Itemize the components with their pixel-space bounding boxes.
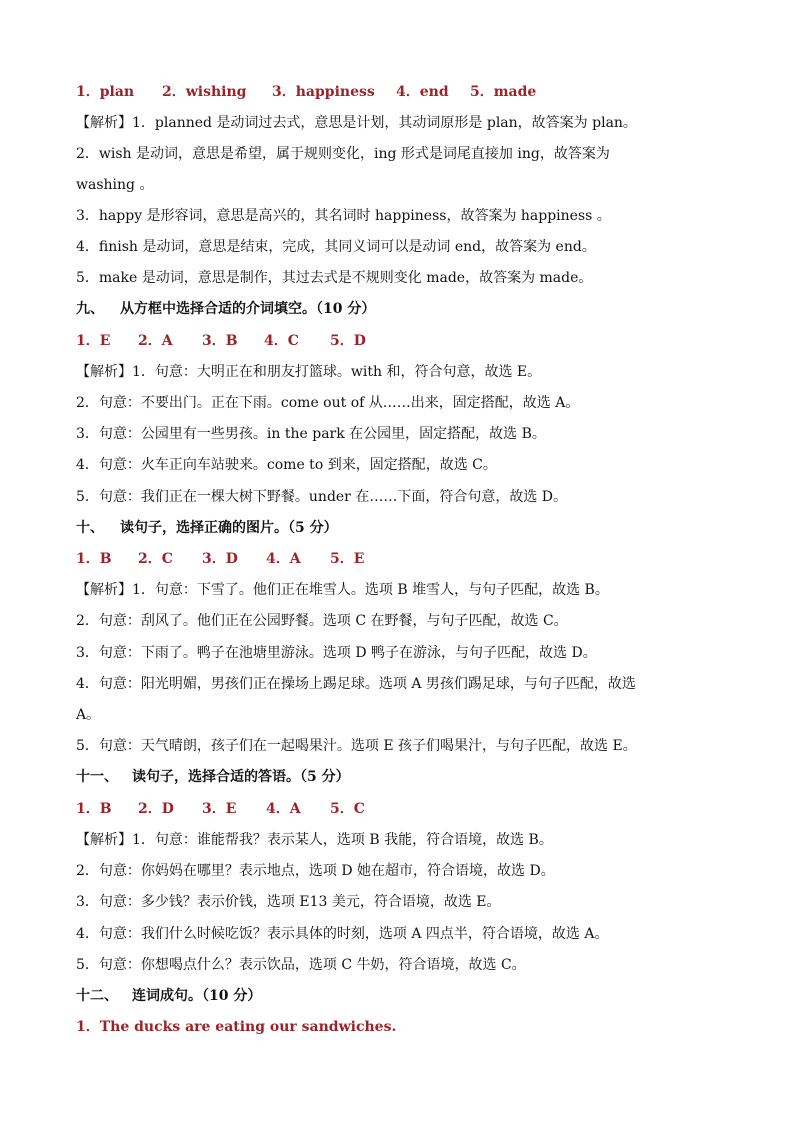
answer-item: 3．B [202, 333, 238, 349]
explanation-line: 2．句意：不要出门。正在下雨。come out of 从……出来，固定搭配，故选 A。 [76, 395, 580, 411]
answer-item: 5．C [330, 801, 365, 817]
section-heading-9 [76, 299, 718, 319]
explanation-line: 5．句意：你想喝点什么？表示饮品，选项 C 牛奶，符合语境，故选 C。 [76, 957, 526, 973]
explanation-line: 4．句意：我们什么时候吃饭？表示具体的时刻，选项 A 四点半，符合语境，故选 A。 [76, 926, 609, 942]
section-title: 读句子，选择合适的答语。（5 分） [132, 769, 350, 785]
answer-row-11 [76, 799, 718, 819]
section-number: 十二、 [76, 988, 118, 1004]
answer-item: 1．B [76, 551, 112, 567]
answer-item: 2．wishing [162, 84, 247, 100]
answer-item: 5．D [330, 333, 366, 349]
explanation-line: 3．happy 是形容词，意思是高兴的，其名词时 happiness，故答案为 happiness 。 [76, 208, 611, 224]
explanation-line: 3．句意：公园里有一些男孩。in the park 在公园里，固定搭配，故选 B。 [76, 426, 546, 442]
explanation-line: 4．句意：阳光明媚，男孩们正在操场上踢足球。选项 A 男孩们踢足球，与句子匹配，故选 [76, 676, 636, 692]
explanation-line: 2．句意：刮风了。他们正在公园野餐。选项 C 在野餐，与句子匹配，故选 C。 [76, 613, 568, 629]
answer-item: 3．happiness [272, 84, 375, 100]
explanation-line: washing 。 [76, 177, 154, 193]
answer-item: 2．D [138, 801, 174, 817]
explanation-line: 【解析】1．planned 是动词过去式，意思是计划，其动词原形是 plan，故答案为 plan。 [76, 115, 637, 131]
explanation-line: 【解析】1．句意：下雪了。他们正在堆雪人。选项 B 堆雪人，与句子匹配，故选 B。 [76, 582, 609, 598]
section-title: 从方框中选择合适的介词填空。（10 分） [120, 301, 376, 317]
explanation-line: 【解析】1．句意：大明正在和朋友打篮球。with 和，符合句意，故选 E。 [76, 364, 542, 380]
section-number: 九、 [76, 301, 104, 317]
explanation-line: 4．finish 是动词，意思是结束，完成，其同义词可以是动词 end，故答案为 end。 [76, 239, 596, 255]
answer-item: 1．B [76, 801, 112, 817]
section-heading-10 [76, 518, 718, 538]
explanation-line: 3．句意：下雨了。鸭子在池塘里游泳。选项 D 鸭子在游泳，与句子匹配，故选 D。 [76, 645, 597, 661]
section-title: 读句子，选择正确的图片。（5 分） [120, 520, 338, 536]
answer-item: 2．C [138, 551, 173, 567]
answer-item: 5．E [330, 551, 365, 567]
answer-item: 5．made [470, 84, 537, 100]
explanation-line: 4．句意：火车正向车站驶来。come to 到来，固定搭配，故选 C。 [76, 457, 497, 473]
answer-item: 4．C [264, 333, 299, 349]
explanation-line: 2．wish 是动词，意思是希望，属于规则变化，ing 形式是词尾直接加 ing，故答案为 [76, 146, 610, 162]
answer-row-10 [76, 549, 718, 569]
answer-item: 1．E [76, 333, 111, 349]
answer-item: 2．A [138, 333, 173, 349]
explanation-line: 2．句意：你妈妈在哪里？表示地点，选项 D 她在超市，符合语境，故选 D。 [76, 863, 555, 879]
answer-sentence-12-1: 1．The ducks are eating our sandwiches. [76, 1019, 397, 1035]
explanation-line: A。 [76, 707, 101, 723]
answer-item: 4．A [266, 551, 301, 567]
answer-item: 3．D [202, 551, 238, 567]
section-heading-11 [76, 767, 718, 787]
answer-item: 4．end [396, 84, 449, 100]
section-number: 十、 [76, 520, 104, 536]
answer-item: 1．plan [76, 84, 135, 100]
section-title: 连词成句。（10 分） [132, 988, 262, 1004]
answer-row-9 [76, 331, 718, 351]
explanation-line: 5．句意：我们正在一棵大树下野餐。under 在……下面，符合句意，故选 D。 [76, 489, 568, 505]
answer-item: 4．A [266, 801, 301, 817]
explanation-line: 5．句意：天气晴朗，孩子们在一起喝果汁。选项 E 孩子们喝果汁，与句子匹配，故选 E。 [76, 738, 637, 754]
answer-row-8 [76, 82, 718, 102]
explanation-line: 【解析】1．句意：谁能帮我？表示某人，选项 B 我能，符合语境，故选 B。 [76, 832, 553, 848]
explanation-line: 5．make 是动词，意思是制作，其过去式是不规则变化 made，故答案为 made。 [76, 270, 593, 286]
answer-item: 3．E [202, 801, 237, 817]
explanation-line: 3．句意：多少钱？表示价钱，选项 E13 美元，符合语境，故选 E。 [76, 894, 501, 910]
section-heading-12 [76, 986, 718, 1006]
section-number: 十一、 [76, 769, 118, 785]
